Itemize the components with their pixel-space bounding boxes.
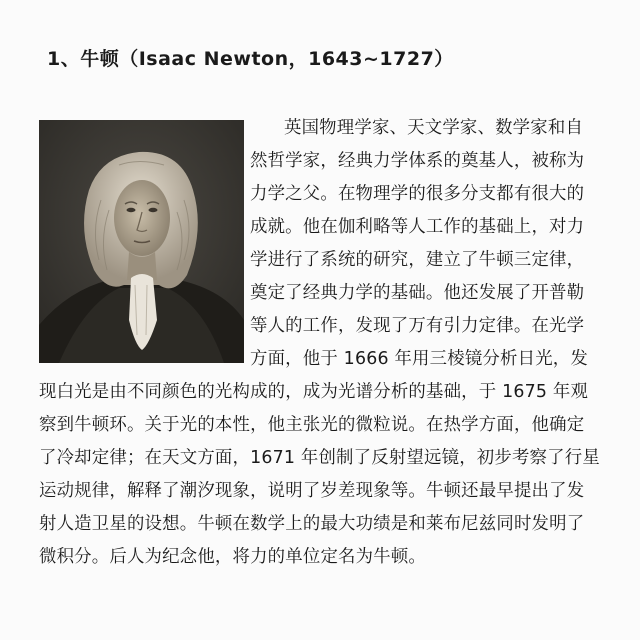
body-text-line: 成就。他在伽利略等人工作的基础上，对力	[250, 217, 585, 237]
body-text-line: 了冷却定律；在天文方面，1671 年创制了反射望远镜，初步考察了行星	[39, 448, 600, 468]
body-text-line: 方面，他于 1666 年用三棱镜分析日光，发	[250, 349, 588, 369]
section-heading: 1、牛顿（Isaac Newton，1643~1727）	[47, 48, 454, 70]
body-text-line: 学进行了系统的研究，建立了牛顿三定律，	[250, 250, 585, 270]
body-text-line: 然哲学家，经典力学体系的奠基人，被称为	[250, 151, 585, 171]
body-text-line: 等人的工作，发现了万有引力定律。在光学	[250, 316, 585, 336]
body-text-line: 英国物理学家、天文学家、数学家和自	[284, 118, 584, 138]
body-text-line: 微积分。后人为纪念他，将力的单位定名为牛顿。	[39, 547, 426, 567]
body-text-line: 射人造卫星的设想。牛顿在数学上的最大功绩是和莱布尼兹同时发明了	[39, 514, 585, 534]
body-text-line: 现白光是由不同颜色的光构成的，成为光谱分析的基础，于 1675 年观	[39, 382, 589, 402]
body-text-line: 察到牛顿环。关于光的本性，他主张光的微粒说。在热学方面，他确定	[39, 415, 585, 435]
body-text-line: 运动规律，解释了潮汐现象，说明了岁差现象等。牛顿还最早提出了发	[39, 481, 585, 501]
body-text-line: 力学之父。在物理学的很多分支都有很大的	[250, 184, 585, 204]
body-text-line: 奠定了经典力学的基础。他还发展了开普勒	[250, 283, 585, 303]
newton-portrait-image	[39, 120, 244, 363]
